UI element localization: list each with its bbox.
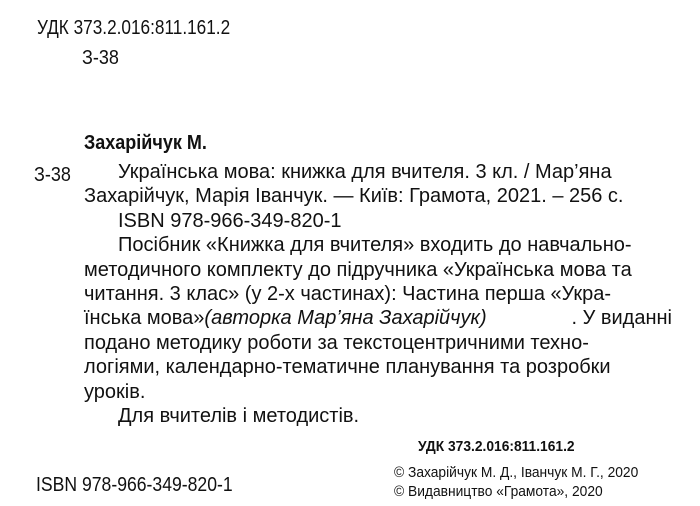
udk-header: УДК 373.2.016:811.161.2 bbox=[37, 17, 231, 39]
annotation-author-note: (авторка Мар’яна Захарійчук) bbox=[204, 307, 487, 330]
author-code-side: З-38 bbox=[34, 164, 71, 186]
title-line-2: Захарійчук, Марія Іванчук. — Київ: Грамота, 2021. – 256 с. bbox=[84, 185, 624, 208]
author-heading: Захарійчук М. bbox=[84, 132, 207, 154]
author-code-header: З-38 bbox=[82, 47, 119, 69]
copyright-publisher: © Видавництво «Грамота», 2020 bbox=[394, 483, 603, 500]
audience-line: Для вчителів і методистів. bbox=[118, 404, 360, 427]
udk-footer: УДК 373.2.016:811.161.2 bbox=[418, 438, 575, 455]
annotation-line-2: методичного комплекту до підручника «Українська мова та bbox=[84, 258, 632, 281]
isbn-footer: ISBN 978-966-349-820-1 bbox=[36, 474, 233, 496]
annotation-line-1: Посібник «Книжка для вчителя» входить до навчально- bbox=[118, 234, 632, 257]
annotation-line-3: читання. 3 клас» (у 2-х частинах): Частина перша «Укра- bbox=[84, 282, 612, 305]
copyright-authors: © Захарійчук М. Д., Іванчук М. Г., 2020 bbox=[394, 464, 639, 481]
isbn-line: ISBN 978-966-349-820-1 bbox=[118, 209, 342, 232]
annotation-line-6: логіями, календарно-тематичне планування та розробки bbox=[84, 356, 611, 379]
bibliographic-entry bbox=[84, 160, 672, 428]
annotation-line-4: їнська мова» (авторка Мар’яна Захарійчук) . У виданні bbox=[84, 307, 672, 330]
annotation-line-5: подано методику роботи за текстоцентричними техно- bbox=[84, 331, 589, 354]
annotation-line-7: уроків. bbox=[84, 380, 146, 403]
title-line-1: Українська мова: книжка для вчителя. 3 кл. / Мар’яна bbox=[118, 161, 612, 183]
